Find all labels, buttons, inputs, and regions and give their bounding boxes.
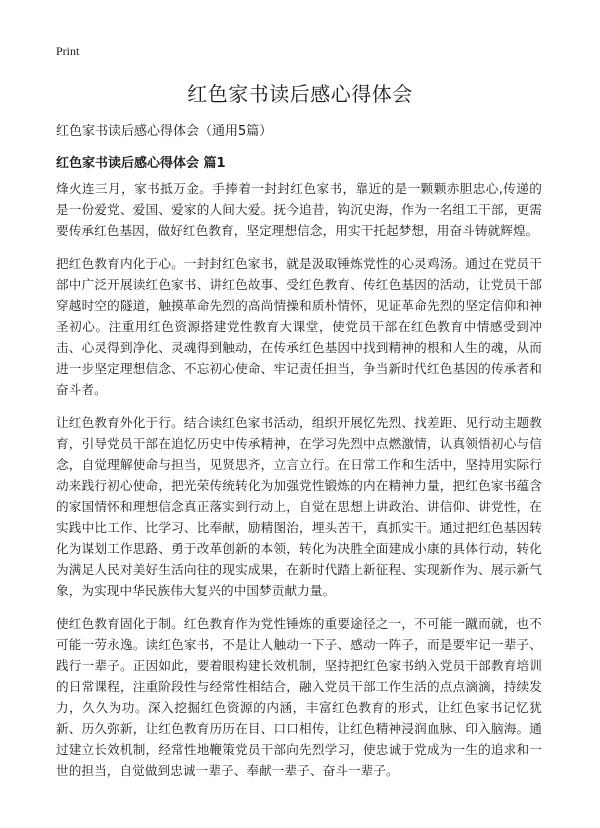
paragraph-2: 把红色教育内化于心。一封封红色家书，就是汲取锤炼党性的心灵鸡汤。通过在党员干部中广泛开展读红色家书、讲红色故事、受红色教育、传红色基因的活动，让党员干部穿越时空的隧道，触摸革命先烈的高尚情操和质朴情怀，见证革命先烈的坚定信仰和神圣初心。注重用红色资源搭建党性教育大课堂，使党员干部在红色教育中情感受到冲击、心灵得到净化、灵魂得到触动，在传承红色基因中找到精神的根和人生的魂，从而进一步坚定理想信念、不忘初心使命、牢记责任担当，争当新时代红色基因的传承者和奋斗者。	[56, 256, 542, 397]
document-subtitle: 红色家书读后感心得体会（通用5篇）	[56, 124, 273, 139]
paragraph-4: 使红色教育固化于制。红色教育作为党性锤炼的重要途径之一，不可能一蹴而就，也不可能一劳永逸。读红色家书，不是让人触动一下子、感动一阵子，而是要牢记一辈子、践行一辈子。正因如此，要着眼构建长效机制，坚持把红色家书纳入党员干部教育培训的日常课程，注重阶段性与经常性相结合，融入党员干部工作生活的点点滴滴，持续发力，久久为功。深入挖掘红色资源的内涵，丰富红色教育的形式，让红色家书记忆犹新、历久弥新，让红色教育历历在目、口口相传，让红色精神浸润血脉、印入脑海。通过建立长效机制，经常性地鞭策党员干部向先烈学习，使忠诚于党成为一生的追求和一世的担当，自觉做到忠诚一辈子、奉献一辈子、奋斗一辈子。	[56, 616, 542, 778]
page-title: 红色家书读后感心得体会	[187, 82, 413, 106]
paragraph-1: 烽火连三月，家书抵万金。手捧着一封封红色家书，靠近的是一颗颗赤胆忠心,传递的是一份爱党、爱国、爱家的人间大爱。抚今追昔，钩沉史海，作为一名组工干部，更需要传承红色基因，做好红色教育，坚定理想信念，用实干托起梦想，用奋斗铸就辉煌。	[56, 181, 542, 238]
section-heading: 红色家书读后感心得体会 篇1	[56, 156, 226, 171]
paragraph-3: 让红色教育外化于行。结合读红色家书活动，组织开展忆先烈、找差距、见行动主题教育，引导党员干部在追忆历史中传承精神，在学习先烈中点燃激情，认真领悟初心与信念，自觉理解使命与担当，见贤思齐，立言立行。在日常工作和生活中，坚持用实际行动来践行初心使命，把光荣传统转化为加强党性锻炼的内在精神力量，把红色家书蕴含的家国情怀和理想信念真正落实到行动上，自觉在思想上讲政治、讲信仰、讲党性，在实践中比工作、比学习、比奉献，励精图治，埋头苦干，真抓实干。通过把红色基因转化为谋划工作思路、勇于改革创新的本领，转化为决胜全面建成小康的具体行动，转化为满足人民对美好生活向往的现实成果，在新时代踏上新征程、实现新作为、展示新气象，为实现中华民族伟大复兴的中国梦贡献力量。	[56, 415, 542, 598]
article-body	[56, 178, 542, 793]
print-link[interactable]: Print	[56, 44, 80, 58]
